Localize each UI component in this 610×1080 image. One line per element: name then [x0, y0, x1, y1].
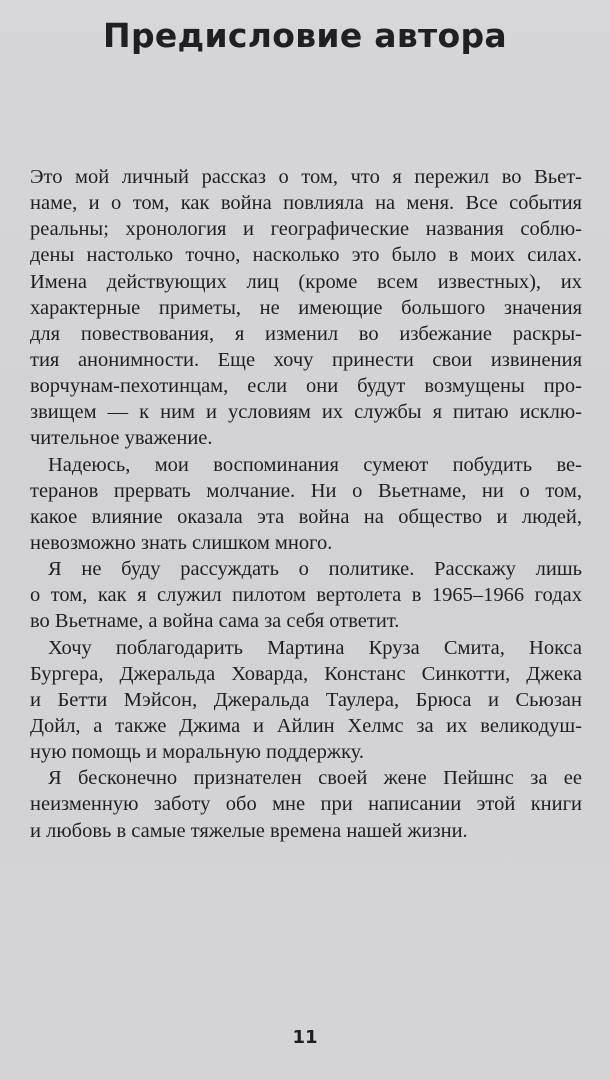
page-number: 11	[292, 1027, 318, 1048]
text-line: о том, как я служил пилотом вертолета в 1965–1966 годах	[30, 584, 582, 607]
text-line: для повествования, я изменил во избежание раскры-	[30, 322, 582, 345]
text-line: Хочу поблагодарить Мартина Круза Смита, Нокса	[48, 636, 582, 659]
text-line: Бургера, Джеральда Ховарда, Констанс Синкотти, Джека	[30, 662, 582, 685]
text-line: Это мой личный рассказ о том, что я пережил во Вьет-	[30, 166, 582, 188]
text-line: Дойл, а также Джима и Айлин Хелмс за их великодуш-	[30, 714, 582, 737]
page-title: Предисловие автора	[103, 16, 507, 55]
text-line: ворчунам-пехотинцам, если они будут возмущены про-	[30, 375, 582, 398]
text-line: теранов прервать молчание. Ни о Вьетнаме, ни о том,	[30, 479, 582, 502]
text-line: чительное уважение.	[30, 427, 213, 450]
text-line: Я не буду рассуждать о политике. Расскажу лишь	[48, 558, 582, 581]
paragraph	[30, 556, 582, 634]
paragraph	[30, 635, 582, 766]
text-line: во Вьетнаме, а война сама за себя ответит.	[30, 610, 400, 633]
text-line: и Бетти Мэйсон, Джеральда Таулера, Брюса и Сьюзан	[30, 688, 582, 711]
text-line: звищем — к ним и условиям их службы я питаю исклю-	[30, 401, 582, 424]
text-line: характерные приметы, не имеющие большого значения	[30, 296, 582, 319]
text-line: и любовь в самые тяжелые времена нашей жизни.	[30, 819, 468, 842]
text-line: Имена действующих лиц (кроме всем известных), их	[30, 270, 582, 293]
text-line: наме, и о том, как война повлияла на меня. Все события	[30, 192, 582, 215]
text-line: неизменную заботу обо мне при написании этой книги	[30, 793, 582, 816]
text-line: невозможно знать слишком много.	[30, 531, 333, 554]
paragraph	[30, 452, 582, 557]
text-line: ную помощь и моральную поддержку.	[30, 741, 365, 764]
text-line: тия анонимности. Еще хочу принести свои извинения	[30, 348, 582, 371]
text-line: какое влияние оказала эта война на общество и людей,	[30, 505, 582, 528]
text-line: Надеюсь, мои воспоминания сумеют побудить ве-	[48, 453, 582, 476]
paragraph	[30, 765, 582, 843]
body-text	[30, 164, 582, 844]
text-line: реальны; хронология и географические названия соблю-	[30, 218, 582, 241]
paragraph	[30, 164, 582, 452]
text-line: дены настолько точно, насколько это было в моих силах.	[30, 244, 582, 267]
text-line: Я бесконечно признателен своей жене Пейшнс за ее	[48, 767, 582, 790]
